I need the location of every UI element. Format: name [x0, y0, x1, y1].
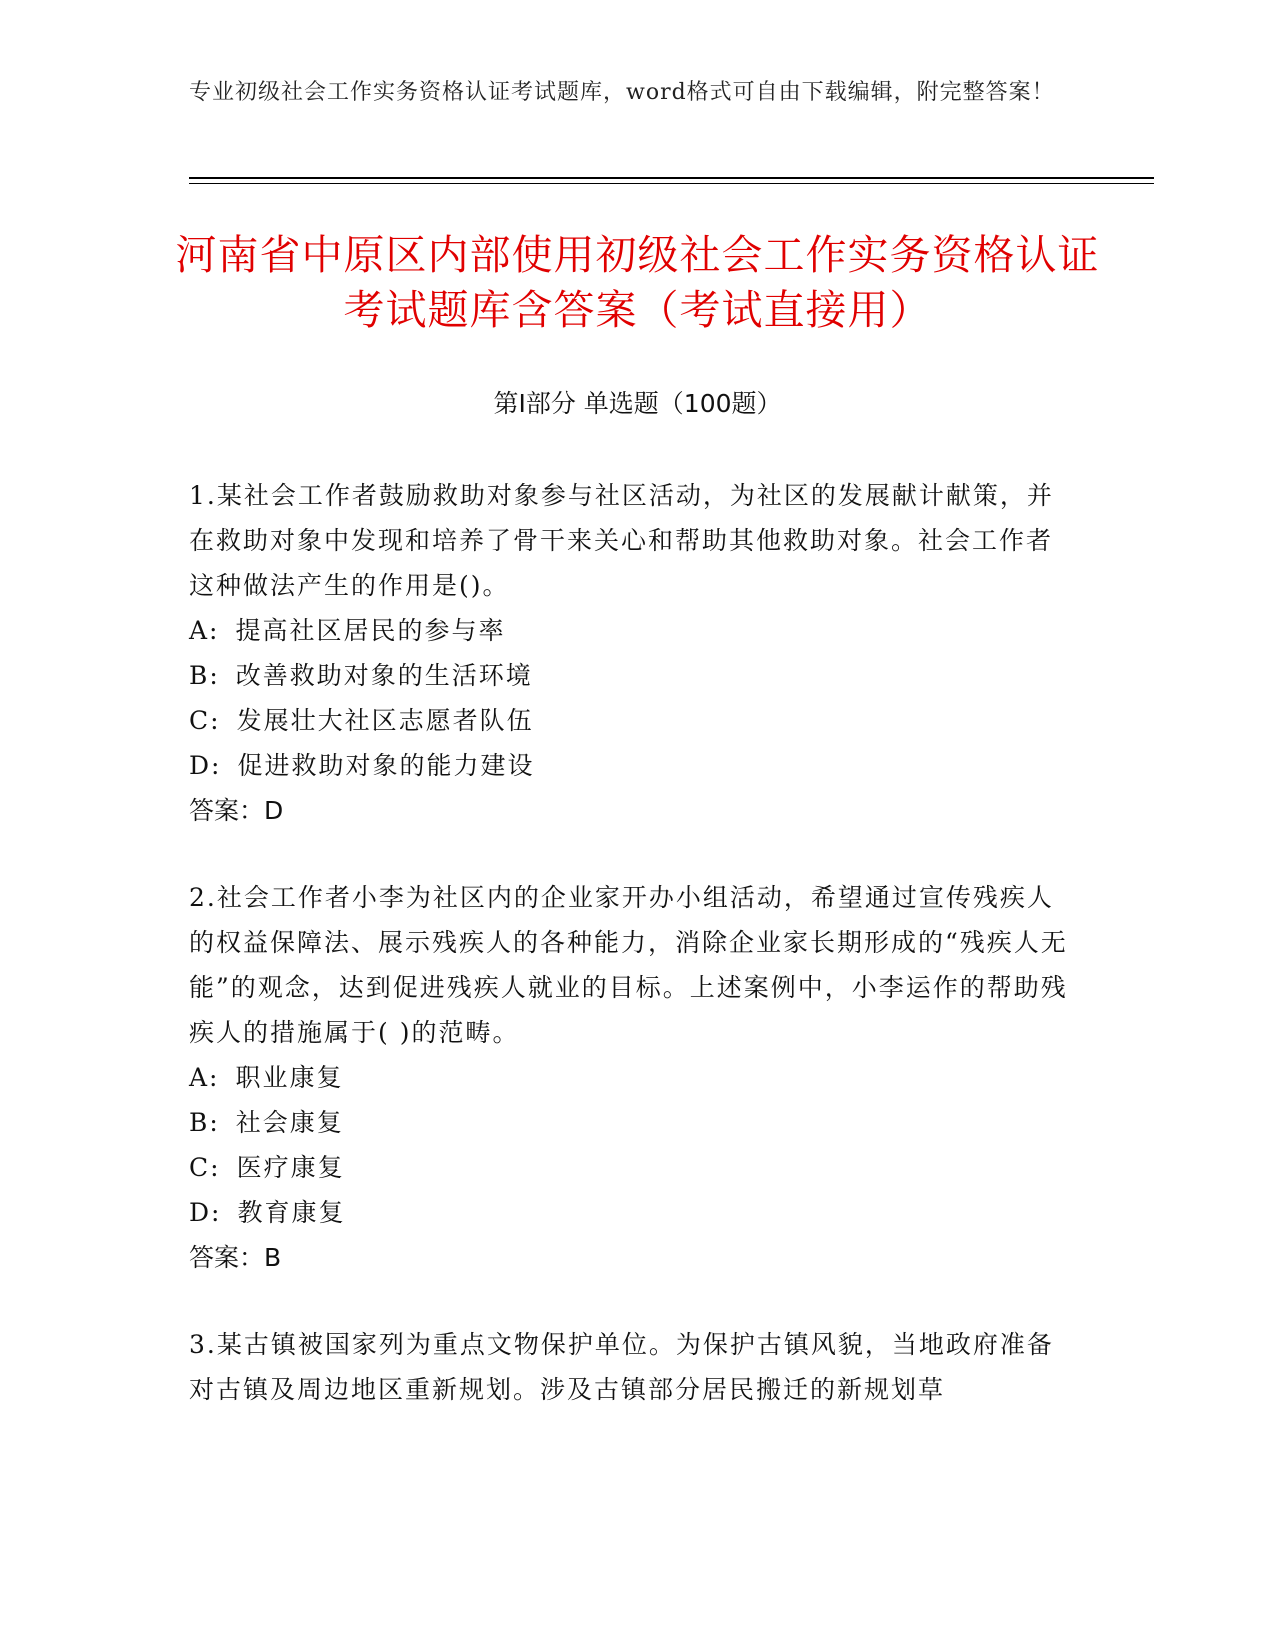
option-d [189, 743, 1069, 788]
option-key: A: [189, 1063, 220, 1092]
option-text: 社会康复 [235, 1108, 344, 1137]
option-key: D: [189, 1198, 222, 1227]
question-list [189, 473, 1069, 1454]
option-c [189, 698, 1069, 743]
option-key: B: [189, 1108, 220, 1137]
header-note: 专业初级社会工作实务资格认证考试题库，word格式可自由下载编辑，附完整答案！ [189, 80, 1055, 105]
option-text: 职业康复 [235, 1063, 344, 1092]
question-3 [189, 1322, 1069, 1412]
question-stem: 2.社会工作者小李为社区内的企业家开办小组活动，希望通过宣传残疾人的权益保障法、展示残疾人的各种能力，消除企业家长期形成的“残疾人无能”的观念，达到促进残疾人就业的目标。上述案例中，小李运作的帮助残疾人的措施属于( )的范畴。 [189, 883, 1068, 1047]
option-b [189, 653, 1069, 698]
header-rule-thick [189, 177, 1154, 179]
option-key: B: [189, 661, 220, 690]
option-key: C: [189, 1153, 221, 1182]
question-stem: 1.某社会工作者鼓励救助对象参与社区活动，为社区的发展献计献策，并在救助对象中发现和培养了骨干来关心和帮助其他救助对象。社会工作者这种做法产生的作用是()。 [189, 481, 1054, 600]
option-key: A: [189, 616, 220, 645]
option-c [189, 1145, 1069, 1190]
header-rule-thin [189, 183, 1154, 184]
option-a [189, 608, 1069, 653]
option-key: C: [189, 706, 221, 735]
answer-line: 答案：B [189, 1243, 282, 1272]
option-b [189, 1100, 1069, 1145]
option-d [189, 1190, 1069, 1235]
option-key: D: [189, 751, 222, 780]
option-text: 促进救助对象的能力建设 [237, 751, 535, 780]
document-title: 河南省中原区内部使用初级社会工作实务资格认证考试题库含答案（考试直接用） [175, 231, 1100, 334]
option-text: 提高社区居民的参与率 [235, 616, 506, 645]
answer-line: 答案：D [189, 796, 284, 825]
option-text: 改善救助对象的生活环境 [235, 661, 533, 690]
option-text: 发展壮大社区志愿者队伍 [236, 706, 534, 735]
question-1 [189, 473, 1069, 833]
option-a [189, 1055, 1069, 1100]
option-text: 医疗康复 [236, 1153, 345, 1182]
option-text: 教育康复 [237, 1198, 346, 1227]
question-stem: 3.某古镇被国家列为重点文物保护单位。为保护古镇风貌，当地政府准备对古镇及周边地区重新规划。涉及古镇部分居民搬迁的新规划草 [189, 1330, 1054, 1404]
question-2 [189, 875, 1069, 1280]
section-heading: 第Ⅰ部分 单选题（100题） [493, 389, 782, 418]
